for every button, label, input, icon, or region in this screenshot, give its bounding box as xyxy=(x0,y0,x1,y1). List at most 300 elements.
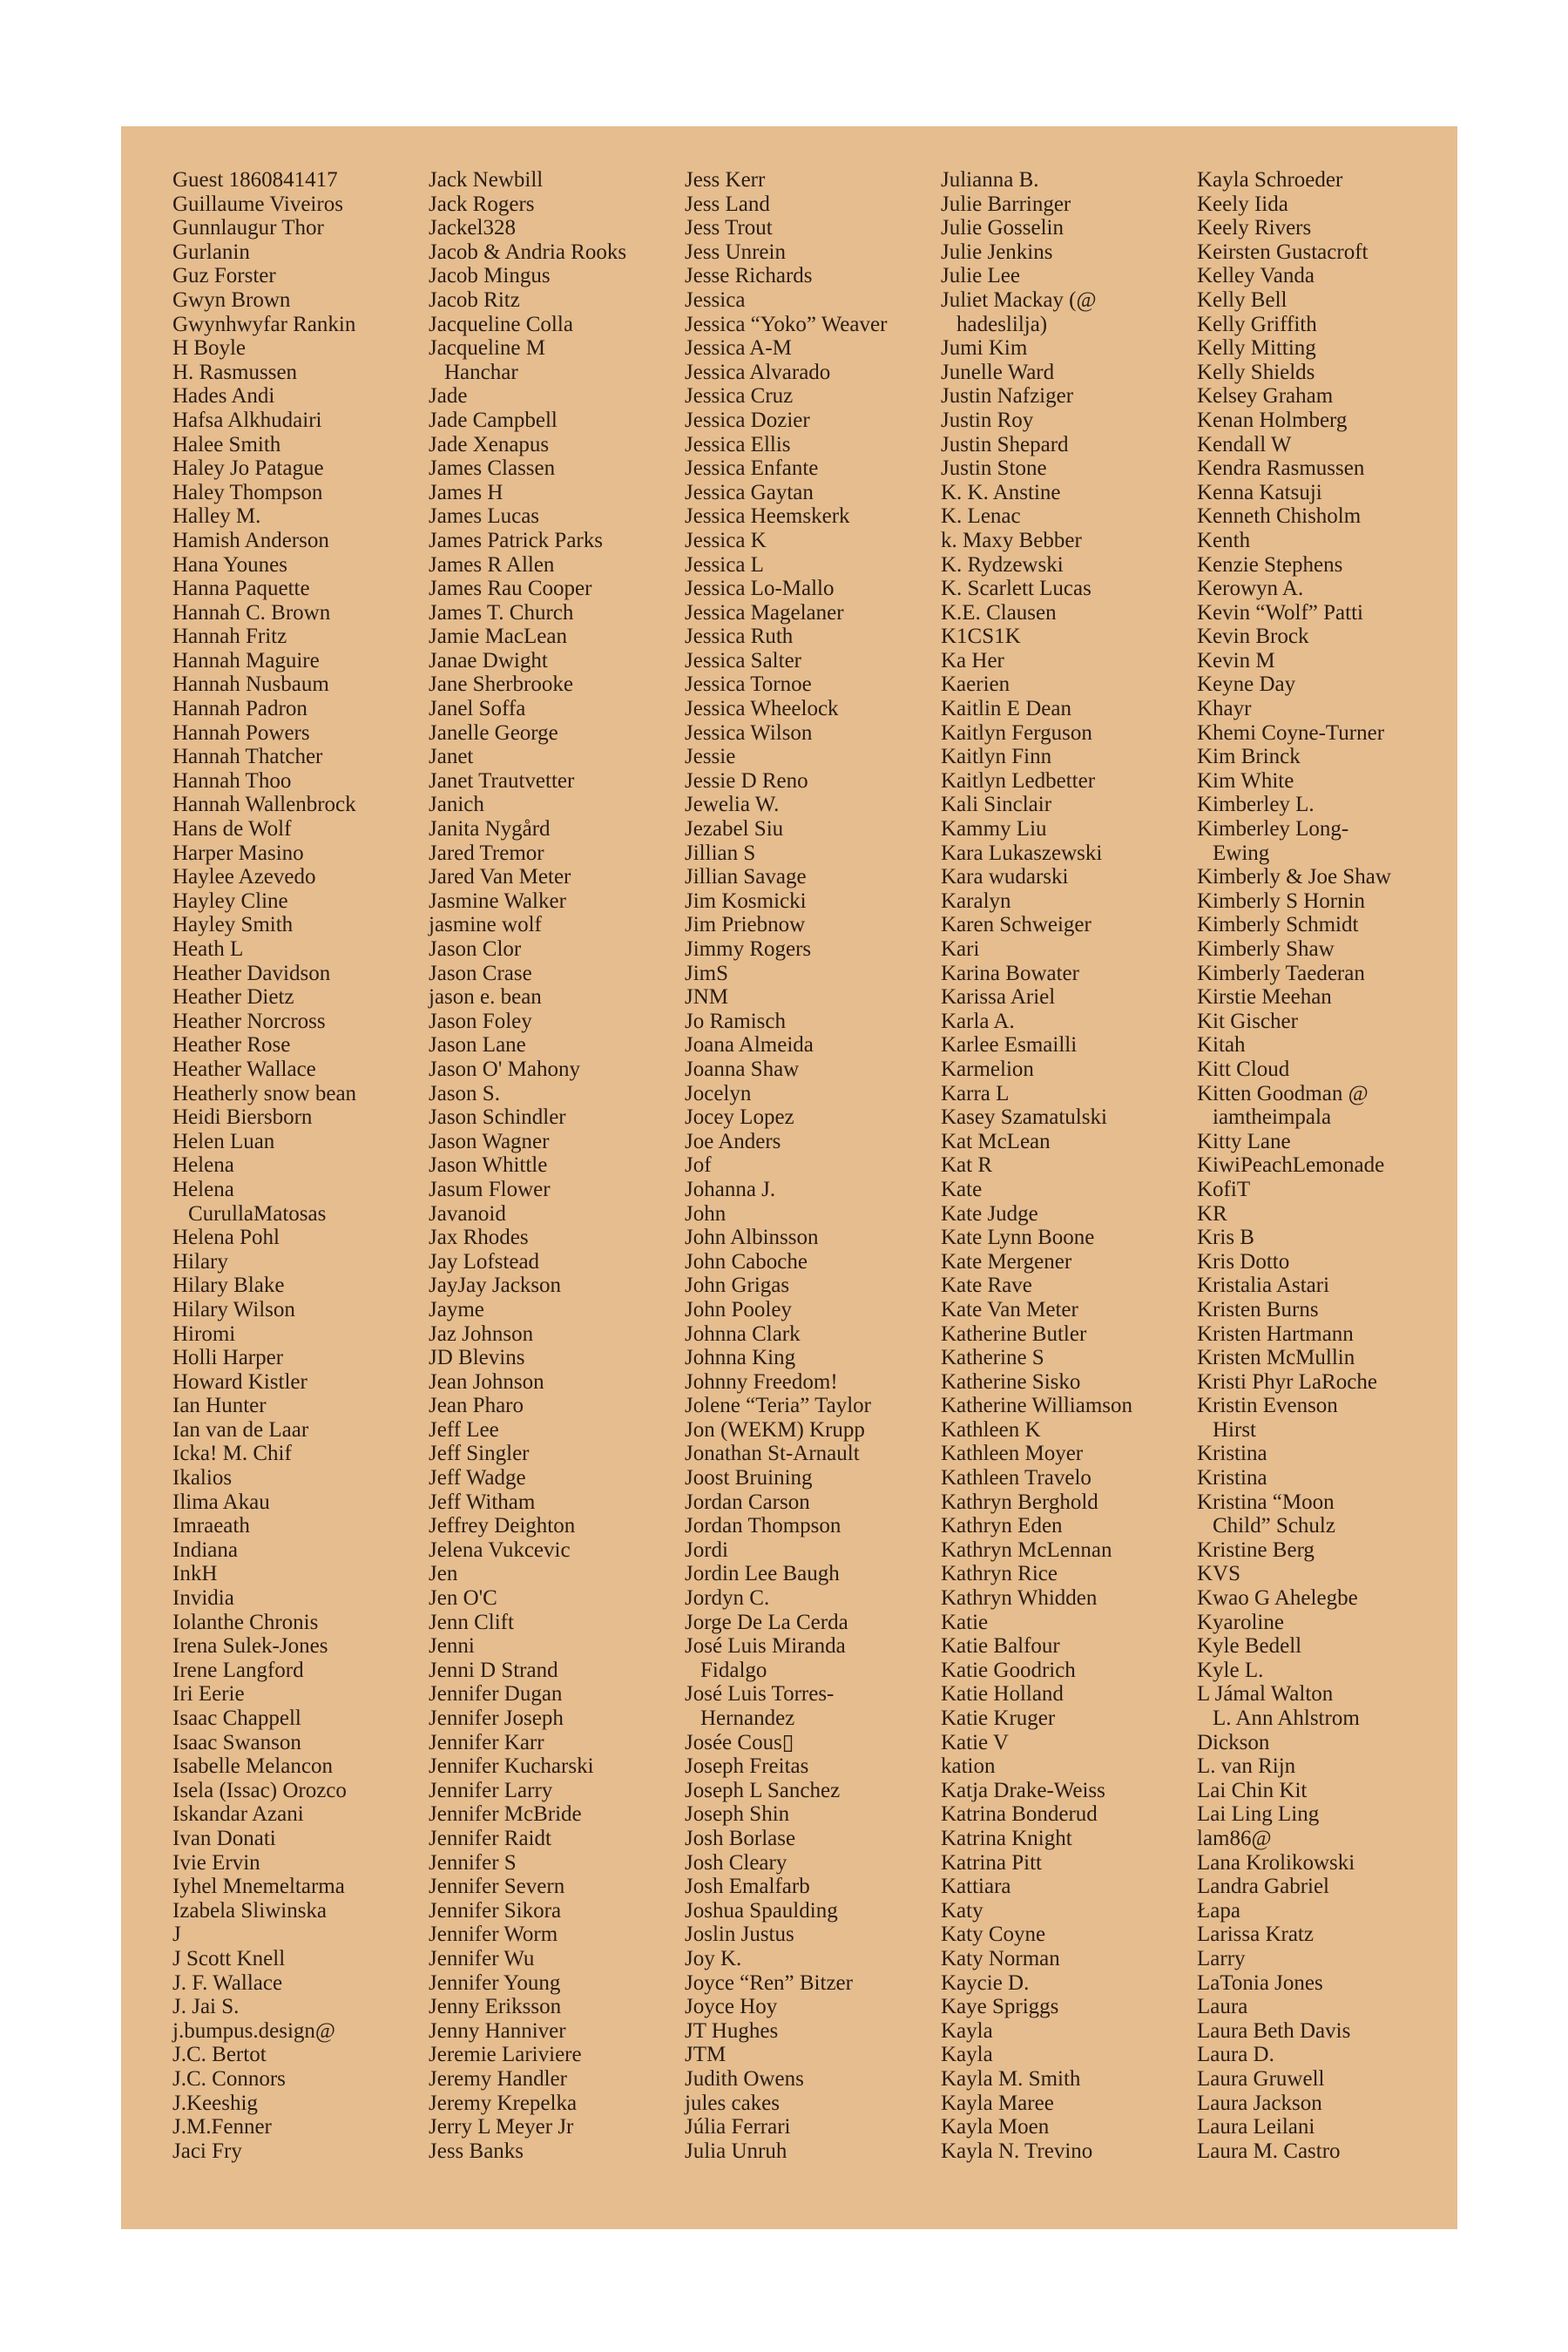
backer-name: Kayla M. Smith xyxy=(941,2066,1081,2091)
backer-name: Kathleen K xyxy=(941,1417,1041,1442)
backer-name: Isaac Swanson xyxy=(172,1730,301,1754)
backer-name: Kristina “Moon xyxy=(1197,1490,1335,1514)
backer-name: Janae Dwight xyxy=(429,648,548,672)
backer-name: Kattiara xyxy=(941,1875,1011,1899)
backer-name-continuation: Hirst xyxy=(1213,1417,1256,1442)
backer-name: Holli Harper xyxy=(172,1346,284,1370)
backer-name: Jessica Ellis xyxy=(685,432,791,456)
backer-name: Jonathan St-Arnault xyxy=(685,1442,860,1466)
backer-name: Jessica Lo-Mallo xyxy=(685,577,835,601)
backer-name: Jacob Ritz xyxy=(429,287,520,312)
backer-name: Kevin Brock xyxy=(1197,625,1309,649)
backer-name: Haylee Azevedo xyxy=(172,865,316,889)
backer-name: Lai Chin Kit xyxy=(1197,1778,1308,1802)
backer-name: Joy K. xyxy=(685,1946,742,1970)
backer-name: jason e. bean xyxy=(429,985,542,1010)
backer-name: KiwiPeachLemonade xyxy=(1197,1153,1385,1178)
backer-name: Jasum Flower xyxy=(429,1177,551,1201)
backer-name: Jess Land xyxy=(685,192,770,216)
backer-name: Jason Lane xyxy=(429,1033,526,1058)
backer-name: Irene Langford xyxy=(172,1658,304,1682)
backer-name: Kate Judge xyxy=(941,1201,1038,1226)
backer-name: Hilary xyxy=(172,1249,228,1274)
backer-name: Kimberly Schmidt xyxy=(1197,913,1359,937)
backer-name: Jason Foley xyxy=(429,1009,532,1033)
backer-name: Jordin Lee Baugh xyxy=(685,1562,840,1586)
backer-name: Iolanthe Chronis xyxy=(172,1610,319,1634)
backer-name: Jennifer Young xyxy=(429,1970,561,1995)
backer-name: Jenny Eriksson xyxy=(429,1995,562,2019)
backer-name: Kyle Bedell xyxy=(1197,1634,1302,1659)
backer-name: Kathryn Berghold xyxy=(941,1490,1098,1514)
backer-name: Guillaume Viveiros xyxy=(172,192,343,216)
backer-name: Johnny Freedom! xyxy=(685,1369,838,1394)
backer-name: Jennifer S xyxy=(429,1850,517,1875)
backer-name: Kathryn Whidden xyxy=(941,1586,1098,1611)
backer-name: Hannah Thatcher xyxy=(172,745,323,769)
backer-name: Kayla N. Trevino xyxy=(941,2139,1093,2163)
backer-name: Jessica Gaytan xyxy=(685,480,814,504)
backer-name: Jenn Clift xyxy=(429,1610,514,1634)
backer-name: Jennifer Karr xyxy=(429,1730,544,1754)
name-column-1 xyxy=(172,168,425,2163)
backer-name: Kendra Rasmussen xyxy=(1197,456,1365,481)
backer-name: k. Maxy Bebber xyxy=(941,528,1082,552)
backer-name: Kate Van Meter xyxy=(941,1297,1078,1321)
backer-name: Gurlanin xyxy=(172,240,250,264)
backer-name: Jenni D Strand xyxy=(429,1658,558,1682)
backer-name: Justin Nafziger xyxy=(941,384,1074,409)
backer-name: kation xyxy=(941,1754,996,1779)
backer-name: Jesse Richards xyxy=(685,264,813,288)
backer-name: Keirsten Gustacroft xyxy=(1197,240,1369,264)
backer-name: J. Jai S. xyxy=(172,1995,240,2019)
backer-name: Helen Luan xyxy=(172,1129,275,1153)
backer-name: James Rau Cooper xyxy=(429,577,592,601)
backer-name: Julia Unruh xyxy=(685,2139,787,2163)
backer-name: Joseph L Sanchez xyxy=(685,1778,841,1802)
backer-name: Izabela Sliwinska xyxy=(172,1898,328,1923)
backer-name: Heather Rose xyxy=(172,1033,291,1058)
backer-name: Gwynhwyfar Rankin xyxy=(172,312,356,336)
backer-name: Kevin M xyxy=(1197,648,1275,672)
backer-name: Ian Hunter xyxy=(172,1394,267,1418)
backer-name: J.C. Bertot xyxy=(172,2043,267,2067)
backer-name: Irena Sulek-Jones xyxy=(172,1634,328,1659)
backer-name: Katie V xyxy=(941,1730,1009,1754)
backer-name: Jess Trout xyxy=(685,216,773,240)
backer-name: j.bumpus.design@ xyxy=(172,2018,335,2043)
backer-name: Julie Jenkins xyxy=(941,240,1053,264)
backer-name: Dickson xyxy=(1197,1730,1270,1754)
backer-name: JD Blevins xyxy=(429,1346,525,1370)
backer-name: Juliet Mackay (@ xyxy=(941,287,1097,312)
backer-name: Kaycie D. xyxy=(941,1970,1030,1995)
backer-name: Hannah Wallenbrock xyxy=(172,793,356,817)
backer-name: Jeff Witham xyxy=(429,1490,536,1514)
backer-name: Hafsa Alkhudairi xyxy=(172,408,322,432)
backer-name: Jessica K xyxy=(685,528,767,552)
backer-name: Jerry L Meyer Jr xyxy=(429,2115,574,2139)
backer-name: Kimberley Long- xyxy=(1197,817,1349,841)
backer-name: Heidi Biersborn xyxy=(172,1105,313,1130)
backer-name: James H xyxy=(429,480,504,504)
backer-name: Janich xyxy=(429,793,484,817)
backer-name: Hannah Padron xyxy=(172,697,308,721)
backer-name: Justin Stone xyxy=(941,456,1047,481)
backer-name: Katherine Sisko xyxy=(941,1369,1081,1394)
backer-name: Ilima Akau xyxy=(172,1490,270,1514)
backer-name: Kaitlyn Ferguson xyxy=(941,720,1092,745)
backer-name: Justin Shepard xyxy=(941,432,1069,456)
backer-name: Julie Lee xyxy=(941,264,1020,288)
backer-name: Kenth xyxy=(1197,528,1251,552)
backer-name: Heather Davidson xyxy=(172,961,331,985)
backer-name: Kendall W xyxy=(1197,432,1292,456)
backer-name: Kelly Bell xyxy=(1197,287,1288,312)
backer-name: H Boyle xyxy=(172,336,247,361)
backer-name: Gwyn Brown xyxy=(172,287,291,312)
backer-name: Jean Pharo xyxy=(429,1394,524,1418)
backer-name: Jelena Vukcevic xyxy=(429,1538,571,1562)
backer-name: Jared Van Meter xyxy=(429,865,571,889)
backer-name: Jenny Hanniver xyxy=(429,2018,566,2043)
backer-name: Ivie Ervin xyxy=(172,1850,260,1875)
backer-name: Jessica Alvarado xyxy=(685,360,831,384)
backer-name: Justin Roy xyxy=(941,408,1034,432)
backer-name: Harper Masino xyxy=(172,841,304,865)
backer-name: Howard Kistler xyxy=(172,1369,308,1394)
backer-name: Kit Gischer xyxy=(1197,1009,1298,1033)
backer-name: Katherine S xyxy=(941,1346,1044,1370)
backer-name: J. F. Wallace xyxy=(172,1970,283,1995)
backer-name: H. Rasmussen xyxy=(172,360,298,384)
backer-name: Jason Clor xyxy=(429,937,522,961)
backer-name: Hades Andi xyxy=(172,384,275,409)
backer-name: Jordan Carson xyxy=(685,1490,810,1514)
backer-name: Jess Kerr xyxy=(685,168,766,192)
backer-name: Kristina xyxy=(1197,1466,1267,1490)
backer-name: Iri Eerie xyxy=(172,1682,245,1707)
backer-name: Jennifer Larry xyxy=(429,1778,553,1802)
backer-name: Jennifer Raidt xyxy=(429,1826,551,1850)
backer-name: Kristalia Astari xyxy=(1197,1274,1330,1298)
backer-name: Kali Sinclair xyxy=(941,793,1052,817)
name-column-2 xyxy=(429,168,681,2163)
backer-name: Joshua Spaulding xyxy=(685,1898,838,1923)
backer-name: Halley M. xyxy=(172,504,261,529)
backer-name: Kayla Maree xyxy=(941,2091,1054,2115)
backer-name: Laura xyxy=(1197,1995,1248,2019)
backer-name: Isela (Issac) Orozco xyxy=(172,1778,347,1802)
backer-name: Jen xyxy=(429,1562,458,1586)
backer-name: Joanna Shaw xyxy=(685,1057,800,1081)
backer-name: Hannah C. Brown xyxy=(172,600,331,625)
backer-name: Laura Gruwell xyxy=(1197,2066,1325,2091)
backer-name: Helena xyxy=(172,1153,234,1178)
backer-name: Kyle L. xyxy=(1197,1658,1264,1682)
backer-name: Jordi xyxy=(685,1538,728,1562)
backer-name: Kenan Holmberg xyxy=(1197,408,1348,432)
backer-name: Hannah Maguire xyxy=(172,648,320,672)
backer-name-continuation: Hernandez xyxy=(700,1707,795,1730)
backer-name: Kristine Berg xyxy=(1197,1538,1315,1562)
backer-name: Johnna Clark xyxy=(685,1321,801,1346)
backer-name: Jane Sherbrooke xyxy=(429,672,573,697)
backer-name: Kathryn McLennan xyxy=(941,1538,1112,1562)
backer-name: JimS xyxy=(685,961,729,985)
backer-name: Karla A. xyxy=(941,1009,1015,1033)
backer-name: Jillian S xyxy=(685,841,756,865)
backer-name: Jennifer Joseph xyxy=(429,1707,564,1730)
backer-name: Kaye Spriggs xyxy=(941,1995,1059,2019)
backer-name: Katie xyxy=(941,1610,989,1634)
backer-name-continuation: iamtheimpala xyxy=(1213,1105,1332,1130)
backer-name: JT Hughes xyxy=(685,2018,779,2043)
backer-name: Karen Schweiger xyxy=(941,913,1092,937)
backer-name: Kaitlyn Finn xyxy=(941,745,1052,769)
backer-name: Kathleen Travelo xyxy=(941,1466,1092,1490)
backer-name: Halee Smith xyxy=(172,432,281,456)
backer-name: Katie Balfour xyxy=(941,1634,1060,1659)
backer-name: Katy xyxy=(941,1898,983,1923)
backer-name: Kirstie Meehan xyxy=(1197,985,1332,1010)
backer-name: Jared Tremor xyxy=(429,841,544,865)
backer-name: J.C. Connors xyxy=(172,2066,286,2091)
backer-name: Kenneth Chisholm xyxy=(1197,504,1362,529)
backer-name: Hilary Blake xyxy=(172,1274,285,1298)
backer-name: Karina Bowater xyxy=(941,961,1079,985)
backer-name: James Patrick Parks xyxy=(429,528,603,552)
backer-name: John xyxy=(685,1201,727,1226)
backer-name: James T. Church xyxy=(429,600,574,625)
backer-name: Jo Ramisch xyxy=(685,1009,786,1033)
backer-name: Katy Coyne xyxy=(941,1923,1046,1947)
backer-name: Jessica Heemskerk xyxy=(685,504,850,529)
backer-name: Jacqueline Colla xyxy=(429,312,573,336)
backer-name: Jen O'C xyxy=(429,1586,497,1611)
backer-name: Kimberly S Hornin xyxy=(1197,889,1366,913)
backer-name: Ian van de Laar xyxy=(172,1417,309,1442)
backer-name: Keely Rivers xyxy=(1197,216,1312,240)
backer-name: Karalyn xyxy=(941,889,1011,913)
backer-name: Kara Lukaszewski xyxy=(941,841,1103,865)
backer-name: Kelley Vanda xyxy=(1197,264,1315,288)
backer-name: KR xyxy=(1197,1201,1227,1226)
backer-name: Jessie xyxy=(685,745,736,769)
backer-name: Jax Rhodes xyxy=(429,1226,529,1250)
backer-name: Kitt Cloud xyxy=(1197,1057,1290,1081)
backer-name: J.Keeshig xyxy=(172,2091,258,2115)
backer-name: Joslin Justus xyxy=(685,1923,794,1947)
backer-name: Jessica Ruth xyxy=(685,625,794,649)
backer-name: Jillian Savage xyxy=(685,865,807,889)
backer-name: Kathleen Moyer xyxy=(941,1442,1084,1466)
backer-name: Katherine Williamson xyxy=(941,1394,1133,1418)
backer-name: Kenna Katsuji xyxy=(1197,480,1322,504)
backer-name: Johnna King xyxy=(685,1346,796,1370)
backer-name: Josh Borlase xyxy=(685,1826,796,1850)
backer-name: Keely Iida xyxy=(1197,192,1288,216)
backer-name: Hanna Paquette xyxy=(172,577,310,601)
backer-name: Jason O' Mahony xyxy=(429,1057,580,1081)
backer-name: John Albinsson xyxy=(685,1226,819,1250)
backer-name: Keyne Day xyxy=(1197,672,1296,697)
backer-name: Jessica L xyxy=(685,552,764,577)
backer-name: jasmine wolf xyxy=(429,913,542,937)
backer-name: Jackel328 xyxy=(429,216,516,240)
backer-name: Kat R xyxy=(941,1153,993,1178)
backer-name: Helena xyxy=(172,1177,234,1201)
backer-name: Jordan Thompson xyxy=(685,1514,841,1538)
backer-name: Jess Unrein xyxy=(685,240,786,264)
backer-name: Guest 1860841417 xyxy=(172,168,338,192)
backer-name: Hannah Fritz xyxy=(172,625,287,649)
backer-name: Joe Anders xyxy=(685,1129,781,1153)
backer-name: Kerowyn A. xyxy=(1197,577,1304,601)
backer-name: KVS xyxy=(1197,1562,1241,1586)
backer-name: Kaitlyn Ledbetter xyxy=(941,768,1096,793)
backer-name: Heather Wallace xyxy=(172,1057,316,1081)
backer-name: Katie Holland xyxy=(941,1682,1064,1707)
backer-name: Jacob Mingus xyxy=(429,264,551,288)
backer-name: Khayr xyxy=(1197,697,1252,721)
backer-name-continuation: L. Ann Ahlstrom xyxy=(1213,1707,1360,1730)
backer-name: Hilary Wilson xyxy=(172,1297,295,1321)
backer-name: J xyxy=(172,1923,181,1947)
backer-name: Katja Drake-Weiss xyxy=(941,1778,1105,1802)
backer-name: Joost Bruining xyxy=(685,1466,813,1490)
backer-name: Haley Jo Patague xyxy=(172,456,324,481)
backer-name: Kitah xyxy=(1197,1033,1246,1058)
backer-name: Johanna J. xyxy=(685,1177,776,1201)
backer-name-continuation: Child” Schulz xyxy=(1213,1514,1335,1538)
backer-name: Larissa Kratz xyxy=(1197,1923,1314,1947)
backer-name: KofiT xyxy=(1197,1177,1251,1201)
backer-name: Kelly Griffith xyxy=(1197,312,1317,336)
name-column-5 xyxy=(1197,168,1450,2163)
backer-name: K. Lenac xyxy=(941,504,1021,529)
backer-name: Jennifer Kucharski xyxy=(429,1754,594,1779)
backer-name: Kaerien xyxy=(941,672,1010,697)
backer-name: Jeff Wadge xyxy=(429,1466,526,1490)
backer-name: Iyhel Mnemeltarma xyxy=(172,1875,345,1899)
backer-name: Jessica Wheelock xyxy=(685,697,839,721)
backer-name: K. Scarlett Lucas xyxy=(941,577,1092,601)
backer-name: José Luis Miranda xyxy=(685,1634,846,1659)
backer-name: Jim Kosmicki xyxy=(685,889,807,913)
backer-name: Jumi Kim xyxy=(941,336,1028,361)
backer-name: Ka Her xyxy=(941,648,1004,672)
backer-name: Larry xyxy=(1197,1946,1246,1970)
backer-name: Kasey Szamatulski xyxy=(941,1105,1107,1130)
backer-name: Karissa Ariel xyxy=(941,985,1056,1010)
backer-name: Kate Lynn Boone xyxy=(941,1226,1095,1250)
backer-name: Kayla xyxy=(941,2018,993,2043)
backer-name: Josh Cleary xyxy=(685,1850,787,1875)
backer-name: Lana Krolikowski xyxy=(1197,1850,1355,1875)
backer-name: Kristen Burns xyxy=(1197,1297,1319,1321)
backer-name: Kathryn Eden xyxy=(941,1514,1063,1538)
backer-name: Hiromi xyxy=(172,1321,236,1346)
backer-name: J.M.Fenner xyxy=(172,2115,272,2139)
backer-name: Jessica Enfante xyxy=(685,456,819,481)
backer-name: Jeff Singler xyxy=(429,1442,530,1466)
backer-name: Gunnlaugur Thor xyxy=(172,216,324,240)
backer-name: Jessica Magelaner xyxy=(685,600,844,625)
backer-name: Joseph Freitas xyxy=(685,1754,809,1779)
name-column-4 xyxy=(941,168,1193,2163)
backer-name: Kate xyxy=(941,1177,983,1201)
backer-name: Isabelle Melancon xyxy=(172,1754,333,1779)
backer-name: John Caboche xyxy=(685,1249,808,1274)
backer-name: Jacob & Andria Rooks xyxy=(429,240,627,264)
backer-name: Jason Wagner xyxy=(429,1129,550,1153)
backer-name: Julie Gosselin xyxy=(941,216,1064,240)
backer-name: Kaitlin E Dean xyxy=(941,697,1071,721)
backer-name: Katrina Bonderud xyxy=(941,1802,1098,1827)
backer-name: Kris B xyxy=(1197,1226,1254,1250)
backer-name: Jaci Fry xyxy=(172,2139,242,2163)
backer-name: Isaac Chappell xyxy=(172,1707,301,1730)
backer-name-continuation: Ewing xyxy=(1213,841,1270,865)
backer-name: Jolene “Teria” Taylor xyxy=(685,1394,871,1418)
backer-name: John Grigas xyxy=(685,1274,790,1298)
backer-name: Jayme xyxy=(429,1297,484,1321)
backer-name: Łapa xyxy=(1197,1898,1240,1923)
backer-name: Kyaroline xyxy=(1197,1610,1284,1634)
backer-name: Guz Forster xyxy=(172,264,276,288)
backer-name: Katrina Knight xyxy=(941,1826,1072,1850)
backer-name: Jeff Lee xyxy=(429,1417,499,1442)
backer-name: Heath L xyxy=(172,937,244,961)
backer-name: Jenni xyxy=(429,1634,475,1659)
backer-name: Kathryn Rice xyxy=(941,1562,1058,1586)
backer-name: Kari xyxy=(941,937,980,961)
backer-name: Jaz Johnson xyxy=(429,1321,534,1346)
backer-name: Kate Rave xyxy=(941,1274,1032,1298)
backer-name: James Lucas xyxy=(429,504,540,529)
backer-name: Laura Beth Davis xyxy=(1197,2018,1351,2043)
backer-name: Jeremy Krepelka xyxy=(429,2091,578,2115)
backer-name: Jewelia W. xyxy=(685,793,780,817)
backer-name: José Luis Torres- xyxy=(685,1682,835,1707)
backer-name: Jocelyn xyxy=(685,1081,752,1105)
name-column-3 xyxy=(685,168,937,2163)
backer-name: Jason S. xyxy=(429,1081,500,1105)
backer-name: Kayla Schroeder xyxy=(1197,168,1343,192)
backer-name: Joyce “Ren” Bitzer xyxy=(685,1970,853,1995)
backer-name: Hayley Cline xyxy=(172,889,288,913)
backer-name: Kimberly Taederan xyxy=(1197,961,1365,985)
backer-name: Jason Whittle xyxy=(429,1153,548,1178)
backer-name: Josée Cous▯ xyxy=(685,1730,794,1754)
backer-name: Kammy Liu xyxy=(941,817,1047,841)
backer-name: Ikalios xyxy=(172,1466,233,1490)
backer-name: Jezabel Siu xyxy=(685,817,784,841)
backer-name: Jorge De La Cerda xyxy=(685,1610,848,1634)
backer-name: Janita Nygård xyxy=(429,817,551,841)
backer-name: Jay Lofstead xyxy=(429,1249,540,1274)
backer-name: Kim Brinck xyxy=(1197,745,1301,769)
backer-name-continuation: Fidalgo xyxy=(700,1658,767,1682)
backer-name: Janet xyxy=(429,745,474,769)
backer-name: Jeremie Lariviere xyxy=(429,2043,582,2067)
backer-name: Janet Trautvetter xyxy=(429,768,575,793)
backer-name: Laura M. Castro xyxy=(1197,2139,1341,2163)
backer-name: Kelsey Graham xyxy=(1197,384,1334,409)
backer-name: Julianna B. xyxy=(941,168,1039,192)
